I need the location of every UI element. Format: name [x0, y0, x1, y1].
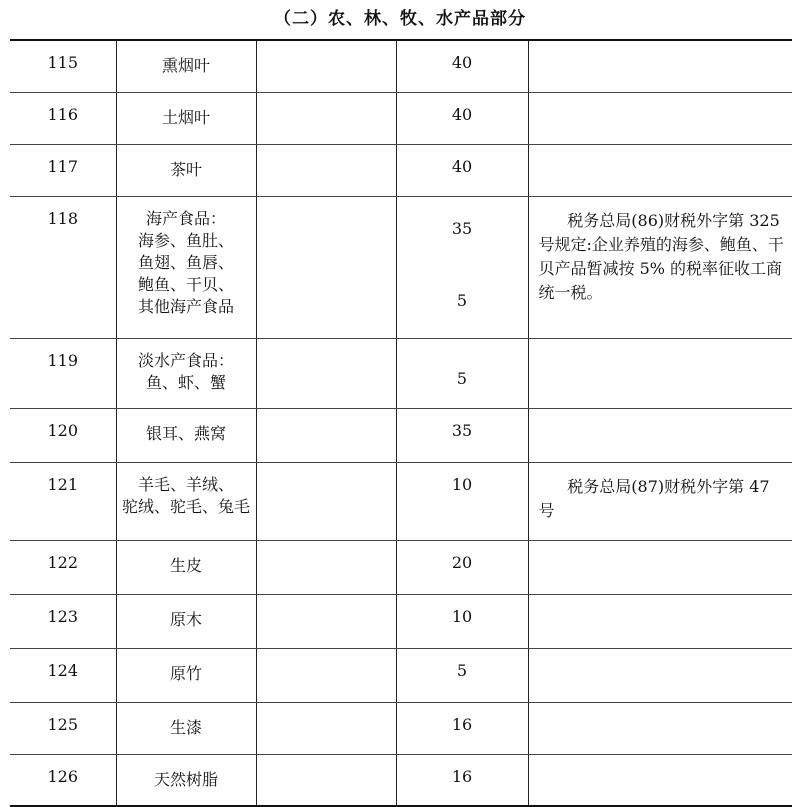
table-row: [10, 196, 792, 338]
empty-cell: [256, 338, 396, 408]
item-number: 123: [10, 594, 116, 648]
table-row: [10, 144, 792, 196]
item-name-line: 海参、鱼肚、: [137, 230, 234, 250]
empty-cell: [256, 648, 396, 702]
remark: [528, 144, 792, 196]
empty-cell: [256, 594, 396, 648]
item-name-line: 淡水产食品：: [137, 350, 234, 370]
item-name: 生皮: [116, 540, 256, 594]
item-name: 熏烟叶: [116, 40, 256, 92]
remark: 税务总局(87)财税外字第 47 号: [528, 462, 792, 540]
table-row: [10, 338, 792, 408]
empty-cell: [256, 462, 396, 540]
tax-rate: [396, 196, 528, 338]
empty-cell: [256, 754, 396, 806]
item-name: [116, 338, 256, 408]
tax-rate-table: [10, 39, 792, 807]
tax-rate: 5: [396, 648, 528, 702]
item-name: 原木: [116, 594, 256, 648]
tax-rate: 40: [396, 40, 528, 92]
item-name-line: 海产食品：: [145, 208, 226, 228]
item-name-line: 鱼、虾、蟹: [145, 372, 226, 392]
tax-rate: 35: [396, 408, 528, 462]
remark: [528, 702, 792, 754]
tax-rate: 16: [396, 754, 528, 806]
remark: [528, 648, 792, 702]
item-number: 115: [10, 40, 116, 92]
item-name-line: 驼绒、驼毛、兔毛: [121, 496, 250, 516]
remark: [528, 338, 792, 408]
table-row: [10, 540, 792, 594]
item-number: 117: [10, 144, 116, 196]
table-row: [10, 462, 792, 540]
empty-cell: [256, 702, 396, 754]
item-name-line: 鱼翅、鱼唇、: [137, 252, 234, 272]
table-row: [10, 702, 792, 754]
item-name: [116, 196, 256, 338]
item-number: 120: [10, 408, 116, 462]
item-name: [116, 462, 256, 540]
empty-cell: [256, 40, 396, 92]
item-number: 126: [10, 754, 116, 806]
item-name-line: 鲍鱼、干贝、: [137, 274, 234, 294]
empty-cell: [256, 144, 396, 196]
item-number: 125: [10, 702, 116, 754]
item-name: 土烟叶: [116, 92, 256, 144]
tax-rate: 10: [396, 594, 528, 648]
item-name-line: 其他海产食品: [137, 296, 234, 316]
empty-cell: [256, 196, 396, 338]
item-name: 生漆: [116, 702, 256, 754]
tax-rate-main: 35: [451, 218, 473, 238]
tax-rate-reduced: 5: [456, 290, 468, 310]
remark: 税务总局(86)财税外字第 325 号规定:企业养殖的海参、鲍鱼、干贝产品暂减按 5% 的税率征收工商统一税。: [528, 196, 792, 338]
empty-cell: [256, 92, 396, 144]
remark: [528, 594, 792, 648]
tax-rate: 16: [396, 702, 528, 754]
remark: [528, 92, 792, 144]
item-name: 茶叶: [116, 144, 256, 196]
remark: [528, 754, 792, 806]
table-row: [10, 40, 792, 92]
tax-rate: 40: [396, 144, 528, 196]
remark: [528, 408, 792, 462]
item-number: 118: [10, 196, 116, 338]
remark: [528, 540, 792, 594]
table-row: [10, 408, 792, 462]
table-row: [10, 648, 792, 702]
item-number: 122: [10, 540, 116, 594]
item-number: 116: [10, 92, 116, 144]
remark: [528, 40, 792, 92]
tax-rate: 10: [396, 462, 528, 540]
item-number: 119: [10, 338, 116, 408]
table-row: [10, 754, 792, 806]
item-name: 银耳、燕窝: [116, 408, 256, 462]
item-number: 124: [10, 648, 116, 702]
item-name: 天然树脂: [116, 754, 256, 806]
empty-cell: [256, 540, 396, 594]
item-number: 121: [10, 462, 116, 540]
item-name-line: 羊毛、羊绒、: [137, 474, 234, 494]
tax-rate: 20: [396, 540, 528, 594]
tax-rate: 5: [396, 338, 528, 408]
table-row: [10, 594, 792, 648]
table-row: [10, 92, 792, 144]
tax-rate: 40: [396, 92, 528, 144]
empty-cell: [256, 408, 396, 462]
item-name: 原竹: [116, 648, 256, 702]
section-title: （二）农、林、牧、水产品部分: [274, 9, 526, 29]
